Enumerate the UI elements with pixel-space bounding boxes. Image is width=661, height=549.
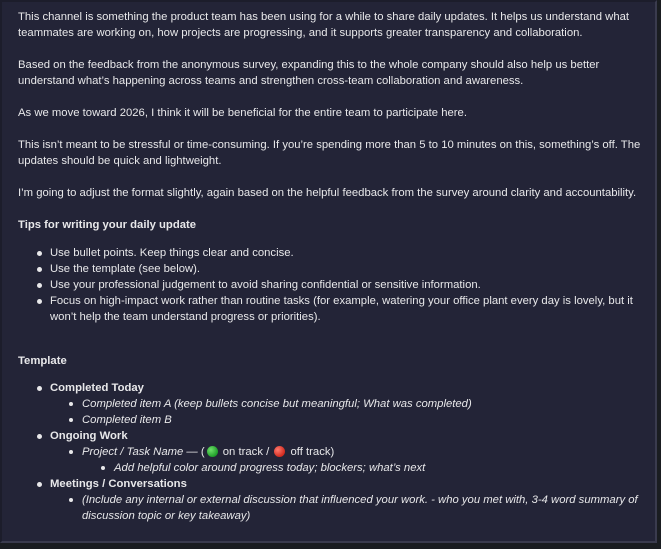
completed-item: Completed item B (82, 412, 648, 428)
format-paragraph: I’m going to adjust the format slightly, again based on the helpful feedback from the survey around clarity and accountability. (18, 187, 637, 199)
intro-paragraph: This channel is something the product team has been using for a while to share daily updates. It helps us understand what teammates are working on, how projects are progressing, and it supports greater transparency and collaboration. (18, 11, 630, 39)
meetings-title: Meetings / Conversations (50, 478, 187, 490)
participation-paragraph: As we move toward 2026, I think it will be beneficial for the entire team to participate here. (18, 107, 467, 119)
tips-heading: Tips for writing your daily update (18, 219, 197, 231)
tip-item: Use the template (see below). (50, 261, 648, 277)
survey-paragraph: Based on the feedback from the anonymous survey, expanding this to the whole company should also help us better understand what’s happening across teams and strengthen cross-team collaboration and awareness. (18, 59, 600, 87)
red-circle-icon (274, 446, 285, 457)
tips-list (18, 245, 648, 325)
task-name-label: Project / Task Name — (82, 446, 201, 458)
green-circle-icon (207, 446, 218, 457)
ongoing-items (50, 444, 648, 476)
template-section-ongoing (50, 428, 648, 476)
meetings-items (50, 492, 648, 524)
ongoing-task-item (82, 444, 648, 476)
completed-title: Completed Today (50, 382, 144, 394)
off-track-label: off track) (287, 446, 335, 458)
template-section-completed (50, 380, 648, 428)
ongoing-title: Ongoing Work (50, 430, 128, 442)
tip-item: Focus on high-impact work rather than routine tasks (for example, watering your office plant every day is lovely, but it won’t help the team understand progress or priorities). (50, 293, 648, 325)
tip-item: Use bullet points. Keep things clear and concise. (50, 245, 648, 261)
meetings-item: (Include any internal or external discussion that influenced your work. - who you met with, 3-4 word summary of discussion topic or key takeaway) (82, 492, 648, 524)
time-paragraph: This isn’t meant to be stressful or time-consuming. If you’re spending more than 5 to 10 minutes on this, something’s off. The updates should be quick and lightweight. (18, 139, 641, 167)
completed-items (50, 396, 648, 428)
ongoing-detail-item: Add helpful color around progress today; blockers; what’s next (114, 460, 648, 476)
on-track-label: on track / (219, 446, 273, 458)
status-open-paren: ( (200, 446, 205, 458)
ongoing-detail-list (82, 460, 648, 476)
template-list (18, 380, 648, 524)
completed-item: Completed item A (keep bullets concise but meaningful; What was completed) (82, 396, 648, 412)
template-section-meetings (50, 476, 648, 524)
message-body (18, 9, 648, 524)
template-heading: Template (18, 355, 67, 367)
tip-item: Use your professional judgement to avoid sharing confidential or sensitive information. (50, 277, 648, 293)
